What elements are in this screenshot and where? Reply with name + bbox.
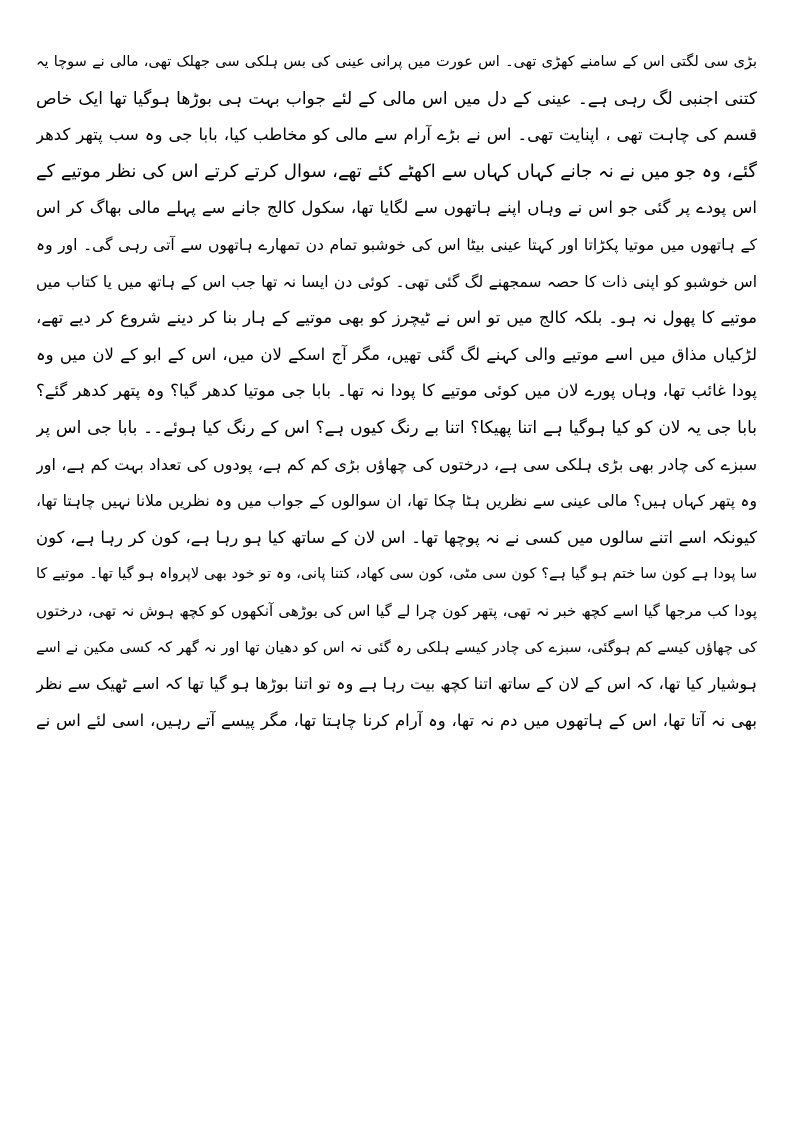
- text-line: وہ پتھر کہاں ہیں؟ مالی عینی سے نظریں ہٹا چکا تھا، ان سوالوں کے جواب میں وہ نظریں ملانا نہیں چاہتا تھا،: [36, 492, 757, 511]
- text-line: ہوشیار کیا تھا، کہ اس کے لان کے ساتھ اتنا کچھ بیت رہا ہے وہ تو اتنا بوڑھا ہو گیا تھا کہ اسے ٹھیک سے نظر: [36, 674, 757, 694]
- text-line: بابا جی یہ لان کو کیا ہوگیا ہے اتنا پھیکا؟ اتنا بے رنگ کیوں ہے؟ اس کے رنگ کیا ہوئے۔۔ بابا جی اس پر: [36, 417, 757, 438]
- text-line: سا پودا ہے کون سا ختم ہو گیا ہے؟ کون سی مٹی، کون سی کھاد، کتنا پانی، وہ تو خود بھی لاپرواہ ہو گیا تھا۔ موتیے کا: [36, 566, 757, 583]
- text-line: قسم کی چاہت تھی ، اپنایت تھی۔ اس نے بڑے آرام سے مالی کو مخاطب کیا، بابا جی وہ سب پتھر کدھر: [36, 125, 757, 145]
- text-line: پودا غائب تھا، وہاں پورے لان میں کوئی موتیے کا پودا نہ تھا۔ بابا جی موتیا کدھر گیا؟ وہ پتھر کدھر گئے؟: [36, 381, 757, 401]
- text-line: پودا کب مرجھا گیا اسے کچھ خبر نہ تھی، پتھر کون چرا لے گیا اس کی بوڑھی آنکھوں کو کچھ ہوش نہ تھی، درختوں: [36, 601, 757, 620]
- text-line: سبزے کی چادر بھی بڑی ہلکی سی ہے، درختوں کی چھاؤں بڑی کم کم ہے، پودوں کی تعداد بہت کم ہے، اور: [36, 454, 757, 474]
- text-line: گئے، وہ جو میں نے نہ جانے کہاں کہاں سے اکھٹے کئے تھے، سوال کرتے کرتے اس کی نظر موتیے کے: [36, 160, 757, 182]
- text-line: موتیے کا پھول نہ ہو۔ بلکہ کالج میں تو اس نے ٹیچرز کو بھی موتیے کے ہار بنا کر دینے شروع کر دیے تھے،: [36, 308, 757, 328]
- text-line: کے ہاتھوں میں موتیا پکڑاتا اور کہتا عینی بیٹا اس کی خوشبو تمام دن تمھارے ہاتھوں سے آتی رہی گی۔ اور وہ: [36, 235, 757, 254]
- document-page: [36, 44, 757, 739]
- text-line: کیونکہ اسے اتنے سالوں میں کسی نے نہ پوچھا تھا۔ اس لان کے ساتھ کیا ہو رہا ہے، کون کر رہا ہے، کون: [36, 527, 757, 547]
- text-line: کتنی اجنبی لگ رہی ہے۔ عینی کے دل میں اس مالی کے لئے جواب بہت ہی بوڑھا ہوگیا تھا ایک خاص: [36, 88, 757, 109]
- text-line: بڑی سی لگتی اس کے سامنے کھڑی تھی۔ اس عورت میں پرانی عینی کی بس ہلکی سی جھلک تھی، مالی نے سوچا یہ: [36, 54, 757, 70]
- text-line: بھی نہ آتا تھا، اس کے ہاتھوں میں دم نہ تھا، وہ آرام کرنا چاہتا تھا، مگر پیسے آتے رہیں، اسی لئے اس نے: [36, 710, 757, 730]
- text-line: اس خوشبو کو اپنی ذات کا حصہ سمجھنے لگ گئی تھی۔ کوئی دن ایسا نہ تھا جب اس کے ہاتھ میں یا کتاب میں: [36, 272, 757, 291]
- text-line: اس پودے پر گئی جو اس نے وہاں اپنے ہاتھوں سے لگایا تھا، سکول کالج جانے سے پہلے مالی بھاگ کر اس: [36, 198, 757, 218]
- text-line: کی چھاؤں کیسے کم ہوگئی، سبزے کی چادر کیسے ہلکی رہ گئی نہ اس کو دھیان تھا اور نہ گھر کہ کسی مکین نے اسے: [36, 639, 757, 656]
- text-line: لڑکیاں مذاق میں اسے موتیے والی کہنے لگ گئی تھیں، مگر آج اسکے لان میں، اس کے ابو کے لان میں وہ: [36, 344, 757, 364]
